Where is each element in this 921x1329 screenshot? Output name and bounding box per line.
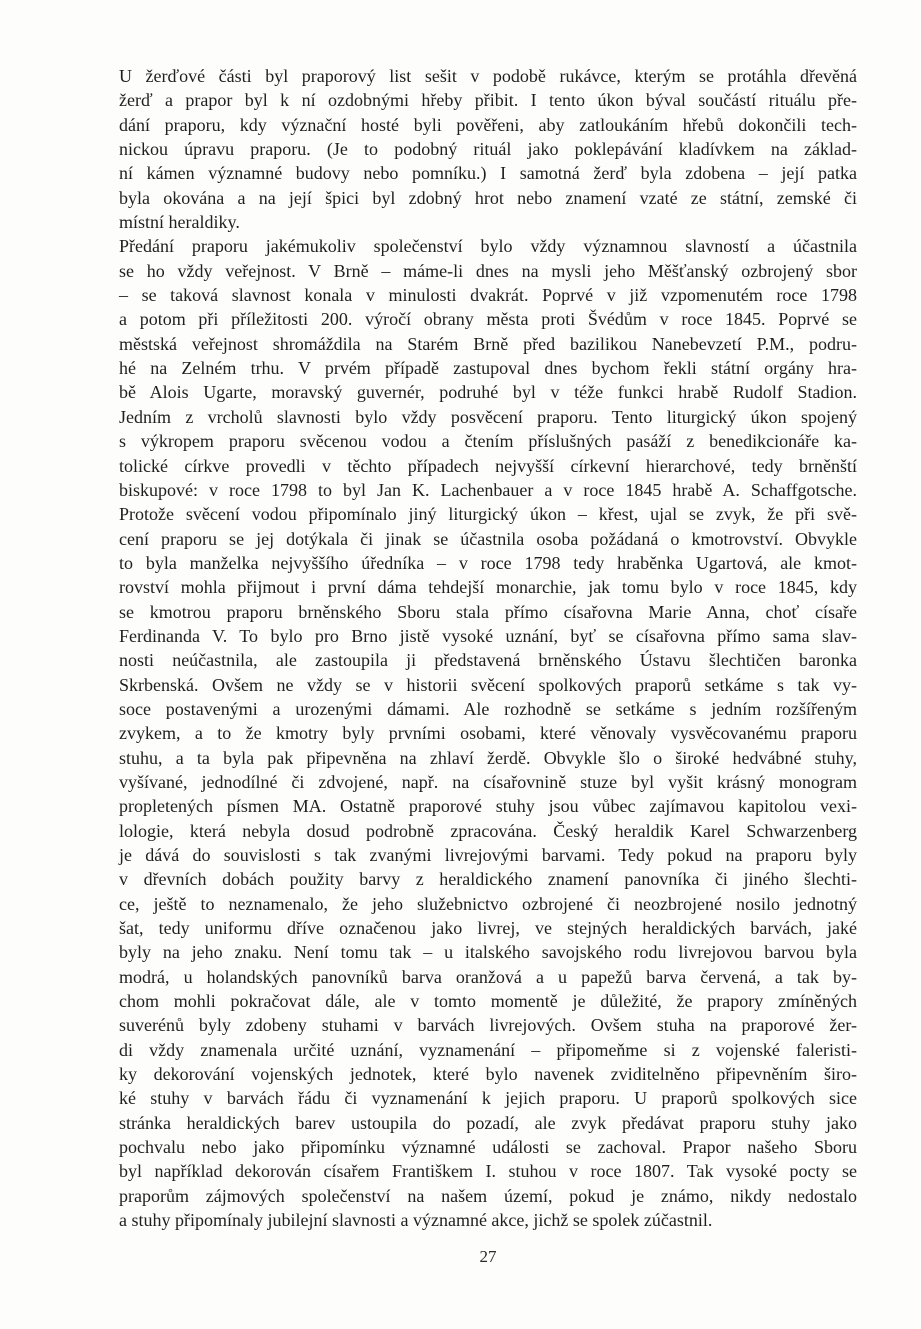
text-line: Ferdinanda V. To bylo pro Brno jistě vysoké uznání, byť se císařovna přímo sama slav- bbox=[119, 625, 857, 646]
text-line: stuhu, a ta byla pak připevněna na zhlaví žerdě. Obvykle šlo o široké hedvábné stuhy, bbox=[119, 747, 857, 768]
text-line: U žerďové části byl praporový list sešit v podobě rukávce, kterým se protáhla dřevěná bbox=[119, 66, 857, 86]
page-number: 27 bbox=[479, 1247, 497, 1266]
text-line: soce postavenými a urozenými dámami. Ale rozhodně se setkáme s jedním rozšířeným bbox=[119, 698, 857, 719]
text-line: se kmotrou praporu brněnského Sboru stala přímo císařovna Marie Anna, choť císaře bbox=[119, 601, 857, 622]
text-line: v dřevních dobách použity barvy z heraldického znamení panovníka či jiného šlechti- bbox=[119, 869, 857, 890]
text-line: Protože svěcení vodou připomínalo jiný liturgický úkon – křest, ujal se zvyk, že při svě- bbox=[119, 504, 857, 525]
text-line: hé na Zelném trhu. V prvém případě zastupoval dnes bychom řekli státní orgány hra- bbox=[119, 358, 857, 379]
text-line: je dává do souvislosti s tak zvanými livrejovými barvami. Tedy pokud na praporu byly bbox=[119, 845, 857, 865]
text-line: byly na jeho znaku. Není tomu tak – u italského savojského rodu livrejovou barvou byla bbox=[119, 942, 857, 963]
body-text bbox=[119, 64, 857, 1233]
text-line: Skrbenská. Ovšem ne vždy se v historii svěcení spolkových praporů setkáme s tak vy- bbox=[119, 674, 857, 695]
text-line: praporům zájmových společenství na našem území, pokud je známo, nikdy nedostalo bbox=[119, 1185, 857, 1206]
text-line: byla okována a na její špici byl zdobný hrot nebo znamení vzaté ze státní, zemské či bbox=[119, 187, 857, 208]
text-line: ce, ještě to neznamenalo, že jeho služebnictvo ozbrojené či neozbrojené nosilo jednotný bbox=[119, 893, 857, 914]
text-line: bě Alois Ugarte, moravský guvernér, podruhé byl v téže funkci hrabě Rudolf Stadion. bbox=[119, 382, 857, 403]
text-line: městská veřejnost shromáždila na Starém Brně před bazilikou Nanebevzetí P.M., podru- bbox=[119, 333, 857, 354]
text-line: se ho vždy veřejnost. V Brně – máme-li dnes na mysli jeho Měšťanský ozbrojený sbor bbox=[119, 260, 857, 281]
text-line: místní heraldiky. bbox=[119, 212, 240, 233]
text-line: di vždy znamenala určité uznání, vyznamenání – připomeňme si z vojenské faleristi- bbox=[119, 1039, 857, 1060]
text-line: zvykem, a to že kmotry byly prvními osobami, které věnovaly vysvěcovanému praporu bbox=[119, 723, 857, 744]
text-line: stránka heraldických barev ustoupila do pozadí, ale zvyk předávat praporu stuhy jako bbox=[119, 1112, 857, 1133]
text-line: a stuhy připomínaly jubilejní slavnosti a významné akce, jichž se spolek zúčastnil. bbox=[119, 1210, 713, 1231]
text-line: a potom při příležitosti 200. výročí obrany města proti Švédům v roce 1845. Poprvé se bbox=[119, 309, 857, 330]
text-line: šat, tedy uniformu dříve označenou jako livrej, ve stejných heraldických barvách, jaké bbox=[119, 918, 857, 939]
text-line: dání praporu, kdy význační hosté byli pověřeni, aby zatloukáním hřebů dokončili tech- bbox=[119, 114, 857, 135]
text-line: nosti neúčastnila, ale zastoupila ji představená brněnského Ústavu šlechtičen baronka bbox=[119, 650, 857, 671]
paragraph bbox=[119, 234, 857, 1232]
text-line: chom mohli pokračovat dále, ale v tomto momentě je důležité, že prapory zmíněných bbox=[119, 991, 857, 1012]
text-line: ky dekorování vojenských jednotek, které bylo navenek zviditelněno připevněním širo- bbox=[119, 1064, 857, 1085]
text-line: vyšívané, jednodílné či zdvojené, např. na císařovnině stuze byl vyšit krásný monogram bbox=[119, 771, 857, 792]
text-line: to byla manželka nejvyššího úředníka – v roce 1798 tedy hraběnka Ugartová, ale kmot- bbox=[119, 552, 857, 573]
text-line: ní kámen významné budovy nebo pomníku.) I samotná žerď byla zdobena – její patka bbox=[119, 163, 857, 184]
text-line: – se taková slavnost konala v minulosti dvakrát. Poprvé v již vzpomenutém roce 1798 bbox=[119, 285, 857, 306]
text-line: tolické církve provedli v těchto případech nejvyšší církevní hierarchové, tedy brněnští bbox=[119, 455, 857, 476]
text-line: nickou úpravu praporu. (Je to podobný rituál jako poklepávání kladívkem na základ- bbox=[119, 139, 857, 160]
text-line: ké stuhy v barvách řádu či vyznamenání k jejich praporu. U praporů spolkových sice bbox=[119, 1088, 857, 1109]
text-line: propletených písmen MA. Ostatně praporové stuhy jsou vůbec zajímavou kapitolou vexi- bbox=[119, 796, 857, 817]
text-line: pochvalu nebo jako připomínku významné události se zachoval. Prapor našeho Sboru bbox=[119, 1137, 857, 1158]
text-line: biskupové: v roce 1798 to byl Jan K. Lachenbauer a v roce 1845 hrabě A. Schaffgotsche. bbox=[119, 479, 857, 500]
text-line: Jedním z vrcholů slavnosti bylo vždy posvěcení praporu. Tento liturgický úkon spojený bbox=[119, 406, 857, 427]
paragraph bbox=[119, 64, 857, 234]
text-line: byl například dekorován císařem Františkem I. stuhou v roce 1807. Tak vysoké pocty se bbox=[119, 1161, 857, 1182]
text-line: modrá, u holandských panovníků barva oranžová a u papežů barva červená, a tak by- bbox=[119, 966, 857, 987]
text-line: Předání praporu jakémukoliv společenství bylo vždy významnou slavností a účastnila bbox=[119, 236, 857, 257]
text-line: cení praporu se jej dotýkala či jinak se účastnila osoba požádaná o kmotrovství. Obvykle bbox=[119, 528, 857, 549]
text-line: rovství mohla přijmout i první dáma tehdejší monarchie, jak tomu bylo v roce 1845, kdy bbox=[119, 577, 857, 598]
text-line: s výkropem praporu svěcenou vodou a čtením příslušných pasáží z benedikcionáře ka- bbox=[119, 431, 857, 452]
text-line: suverénů byly zdobeny stuhami v barvách livrejových. Ovšem stuha na praporové žer- bbox=[119, 1015, 857, 1036]
text-line: žerď a prapor byl k ní ozdobnými hřeby přibit. I tento úkon býval součástí rituálu pře- bbox=[119, 90, 857, 111]
text-line: lologie, která nebyla dosud podrobně zpracována. Český heraldik Karel Schwarzenberg bbox=[119, 820, 857, 841]
